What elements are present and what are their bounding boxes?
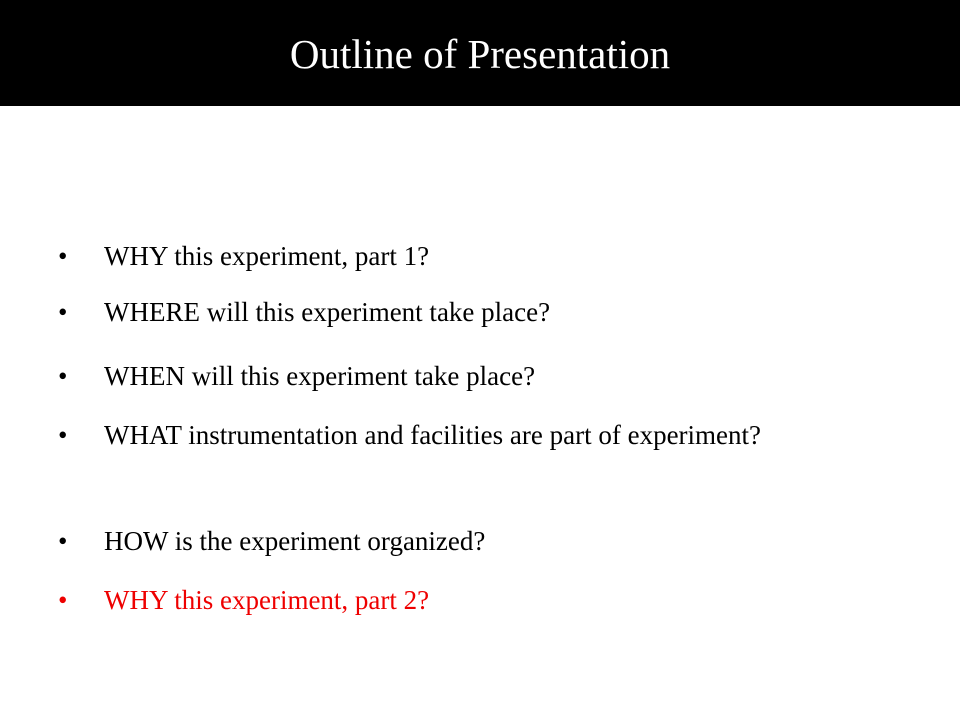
bullet-text-3: WHEN will this experiment take place? <box>104 361 536 391</box>
bullet-text-4: WHAT instrumentation and facilities are part of experiment? <box>104 420 762 450</box>
bullet-icon: • <box>58 241 68 271</box>
bullet-icon: • <box>58 420 68 450</box>
bullet-text-1: WHY this experiment, part 1? <box>104 241 430 271</box>
bullet-icon: • <box>58 585 68 615</box>
bullet-text-2: WHERE will this experiment take place? <box>104 297 551 327</box>
bullet-text-6: WHY this experiment, part 2? <box>104 585 430 615</box>
bullet-icon: • <box>58 297 68 327</box>
bullet-icon: • <box>58 361 68 391</box>
bullet-icon: • <box>58 526 68 556</box>
bullet-text-5: HOW is the experiment organized? <box>104 526 486 556</box>
slide-title: Outline of Presentation <box>289 31 671 77</box>
